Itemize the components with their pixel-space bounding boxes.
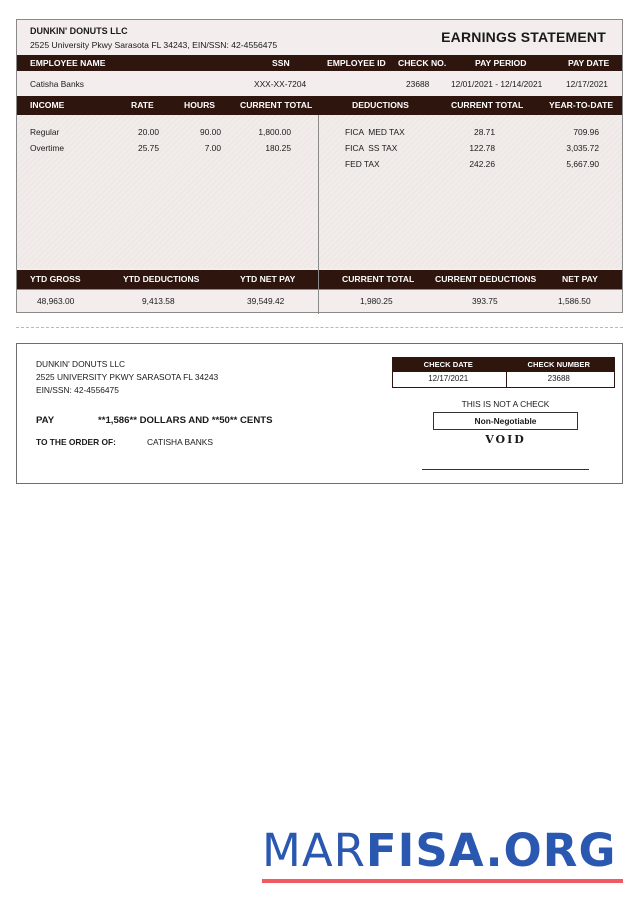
deduction-current-total: 122.78 xyxy=(469,143,495,153)
col-employee-id: EMPLOYEE ID xyxy=(327,58,386,68)
company-name: DUNKIN' DONUTS LLC xyxy=(30,26,128,36)
col-check-date: CHECK DATE xyxy=(423,360,473,369)
current-deductions: 393.75 xyxy=(472,296,498,306)
check-date-table xyxy=(392,357,615,388)
col-current-total-income: CURRENT TOTAL xyxy=(240,100,313,110)
check-number: 23688 xyxy=(547,374,570,383)
order-label: TO THE ORDER OF: xyxy=(36,437,116,447)
net-pay: 1,586.50 xyxy=(558,296,591,306)
col-pay-period: PAY PERIOD xyxy=(475,58,527,68)
employee-header-bar xyxy=(17,55,622,71)
col-ssn: SSN xyxy=(272,58,290,68)
pay-amount-words: **1,586** DOLLARS AND **50** CENTS xyxy=(98,415,273,426)
check-no: 23688 xyxy=(406,79,430,89)
deduction-label: FED TAX xyxy=(345,159,380,169)
check-table-divider xyxy=(506,372,507,387)
check-company-address: 2525 UNIVERSITY PKWY SARASOTA FL 34243 xyxy=(36,372,219,382)
employee-row xyxy=(17,74,622,94)
col-deductions: DEDUCTIONS xyxy=(352,100,409,110)
ytd-gross: 48,963.00 xyxy=(37,296,75,306)
col-ytd-net-pay: YTD NET PAY xyxy=(240,274,296,284)
deduction-label: FICA MED TAX xyxy=(345,127,405,137)
employee-ssn: XXX-XX-7204 xyxy=(254,79,307,89)
col-ytd-deductions: YTD DEDUCTIONS xyxy=(123,274,200,284)
deduction-current-total: 28.71 xyxy=(474,127,495,137)
pay-period: 12/01/2021 - 12/14/2021 xyxy=(451,79,543,89)
col-income: INCOME xyxy=(30,100,65,110)
totals-row xyxy=(17,290,622,312)
employee-name: Catisha Banks xyxy=(30,79,84,89)
income-deductions-header-bar xyxy=(17,96,622,115)
ytd-deductions: 9,413.58 xyxy=(142,296,175,306)
deduction-ytd: 709.96 xyxy=(573,127,599,137)
current-total: 1,980.25 xyxy=(360,296,393,306)
logo-underline xyxy=(262,879,623,883)
pay-label: PAY xyxy=(36,415,55,426)
income-rate: 20.00 xyxy=(138,127,159,137)
payee-name: CATISHA BANKS xyxy=(147,437,213,447)
marfisa-watermark-logo xyxy=(262,826,616,876)
statement-header xyxy=(17,20,622,55)
deduction-label: FICA SS TAX xyxy=(345,143,398,153)
col-year-to-date: YEAR-TO-DATE xyxy=(549,100,614,110)
signature-line xyxy=(422,469,589,470)
check-date-table-values xyxy=(393,372,614,387)
income-hours: 90.00 xyxy=(200,127,221,137)
logo-part2: FISA.ORG xyxy=(365,824,617,877)
col-pay-date: PAY DATE xyxy=(568,58,610,68)
void-stamp: VOID xyxy=(485,433,526,446)
col-ytd-gross: YTD GROSS xyxy=(30,274,81,284)
non-negotiable-box: Non-Negotiable xyxy=(433,412,578,430)
deduction-current-total: 242.26 xyxy=(469,159,495,169)
col-employee-name: EMPLOYEE NAME xyxy=(30,58,106,68)
income-label: Overtime xyxy=(30,143,64,153)
deduction-ytd: 3,035.72 xyxy=(566,143,599,153)
income-hours: 7.00 xyxy=(204,143,221,153)
col-check-no: CHECK NO. xyxy=(398,58,447,68)
tear-line xyxy=(16,327,623,328)
ytd-net-pay: 39,549.42 xyxy=(247,296,285,306)
check-date-table-header xyxy=(393,358,614,372)
income-current-total: 180.25 xyxy=(265,143,291,153)
check-company-name: DUNKIN' DONUTS LLC xyxy=(36,359,126,369)
pay-date: 12/17/2021 xyxy=(566,79,608,89)
totals-header-bar xyxy=(17,270,622,289)
check-date: 12/17/2021 xyxy=(428,374,469,383)
income-rate: 25.75 xyxy=(138,143,159,153)
col-check-number: CHECK NUMBER xyxy=(527,360,590,369)
company-address: 2525 University Pkwy Sarasota FL 34243, EIN/SSN: 42-4556475 xyxy=(30,40,278,50)
check-stub xyxy=(16,343,623,484)
col-current-deductions: CURRENT DEDUCTIONS xyxy=(435,274,537,284)
income-label: Regular xyxy=(30,127,60,137)
earnings-statement xyxy=(16,19,623,313)
not-a-check-notice: THIS IS NOT A CHECK xyxy=(461,399,550,409)
col-hours: HOURS xyxy=(184,100,216,110)
col-current-total-deductions: CURRENT TOTAL xyxy=(451,100,524,110)
statement-title: EARNINGS STATEMENT xyxy=(441,29,606,45)
col-rate: RATE xyxy=(131,100,154,110)
logo-part1: MAR xyxy=(262,824,366,877)
income-current-total: 1,800.00 xyxy=(258,127,291,137)
column-divider xyxy=(318,115,319,314)
deduction-ytd: 5,667.90 xyxy=(566,159,599,169)
check-ein: EIN/SSN: 42-4556475 xyxy=(36,385,119,395)
col-net-pay: NET PAY xyxy=(562,274,598,284)
line-items-area xyxy=(17,115,622,268)
col-current-total: CURRENT TOTAL xyxy=(342,274,415,284)
totals-divider xyxy=(17,289,622,290)
